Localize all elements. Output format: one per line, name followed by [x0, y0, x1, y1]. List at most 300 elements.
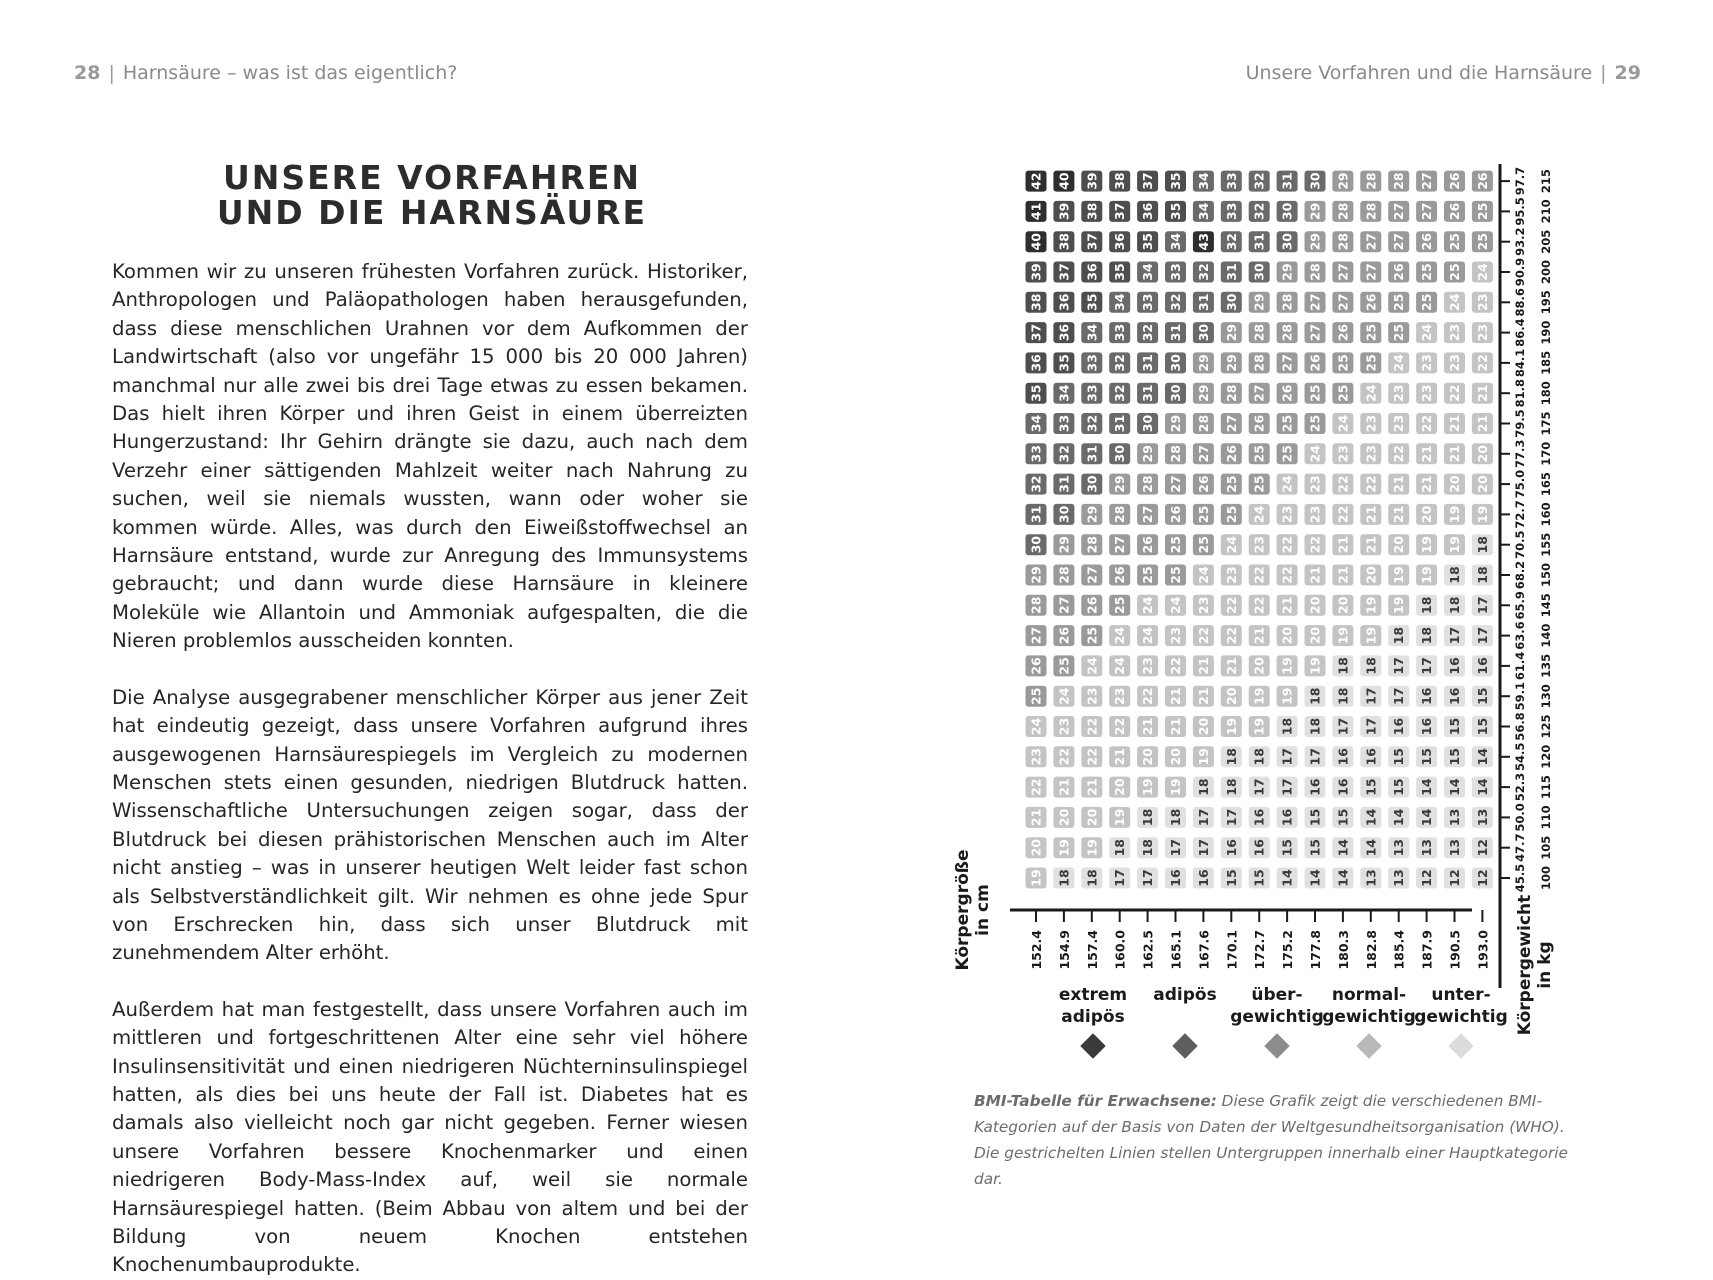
bmi-cell-value: 21 — [1056, 778, 1072, 796]
bmi-cell-value: 39 — [1028, 263, 1044, 281]
bmi-cell-value: 32 — [1140, 323, 1156, 342]
bmi-cell-value: 22 — [1251, 596, 1267, 615]
bmi-cell-value: 15 — [1363, 778, 1379, 796]
bmi-cell-value: 20 — [1056, 808, 1072, 827]
bmi-cell-value: 28 — [1279, 293, 1295, 312]
bmi-cell-value: 21 — [1028, 808, 1044, 827]
weight-lb-label: 160 — [1539, 502, 1553, 527]
bmi-cell-value: 25 — [1419, 263, 1435, 281]
weight-kg-label: 65.9 — [1513, 591, 1527, 620]
height-tick-label: 185.4 — [1391, 930, 1407, 970]
weight-lb-label: 145 — [1539, 593, 1553, 618]
bmi-cell-value: 23 — [1391, 414, 1407, 433]
legend-diamond — [1172, 1033, 1197, 1058]
weight-kg-label: 59.1 — [1513, 682, 1527, 711]
bmi-cell-value: 17 — [1168, 838, 1183, 857]
bmi-cell-value: 19 — [1084, 838, 1100, 857]
bmi-cell-value: 26 — [1140, 535, 1156, 554]
bmi-cell-value: 29 — [1028, 566, 1044, 584]
bmi-cell-value: 37 — [1056, 263, 1072, 281]
page-number-right: 29 — [1614, 62, 1641, 84]
bmi-cell-value: 14 — [1363, 838, 1379, 857]
bmi-cell-value: 17 — [1140, 869, 1156, 887]
bmi-cell-value: 18 — [1335, 657, 1351, 675]
bmi-cell-value: 24 — [1251, 505, 1267, 524]
bmi-cell-value: 18 — [1447, 566, 1462, 584]
bmi-cell-value: 22 — [1195, 626, 1211, 645]
bmi-cell-value: 29 — [1307, 232, 1323, 251]
bmi-cell-value: 22 — [1223, 596, 1239, 615]
bmi-cell-value: 19 — [1419, 535, 1435, 554]
bmi-cell-value: 28 — [1140, 475, 1156, 493]
bmi-cell-value: 21 — [1112, 748, 1128, 766]
height-tick-label: 182.8 — [1363, 930, 1379, 970]
bmi-cell-value: 23 — [1307, 475, 1323, 493]
bmi-cell-value: 25 — [1140, 566, 1156, 584]
bmi-cell-value: 24 — [1140, 596, 1156, 615]
bmi-cell-value: 16 — [1363, 748, 1379, 766]
bmi-cell-value: 30 — [1056, 505, 1072, 524]
bmi-cell-value: 16 — [1419, 687, 1435, 705]
bmi-cell-value: 16 — [1223, 838, 1239, 857]
bmi-cell-value: 14 — [1391, 808, 1407, 827]
bmi-cell-value: 22 — [1056, 748, 1072, 766]
bmi-cell-value: 14 — [1474, 748, 1490, 766]
bmi-cell-value: 24 — [1028, 717, 1044, 736]
bmi-cell-value: 16 — [1168, 869, 1183, 887]
running-head-title-right: Unsere Vorfahren und die Harnsäure — [1245, 62, 1593, 84]
height-tick-label: 175.2 — [1280, 930, 1296, 970]
bmi-cell-value: 17 — [1391, 687, 1407, 705]
weight-lb-label: 200 — [1539, 259, 1553, 285]
weight-kg-label: 93.2 — [1513, 227, 1527, 256]
bmi-cell-value: 18 — [1419, 626, 1435, 645]
bmi-cell-value: 17 — [1251, 778, 1267, 796]
bmi-cell-value: 15 — [1307, 838, 1323, 857]
bmi-cell-value: 27 — [1028, 626, 1044, 645]
bmi-cell-value: 21 — [1168, 687, 1183, 705]
bmi-cell-value: 29 — [1056, 535, 1072, 554]
bmi-cell-value: 19 — [1056, 838, 1072, 857]
bmi-cell-value: 24 — [1335, 414, 1351, 433]
bmi-cell-value: 20 — [1195, 717, 1211, 736]
bmi-cell-value: 42 — [1028, 172, 1044, 190]
caption-text: Diese Grafik zeigt die verschiedenen BMI-Kategorien auf der Basis von Daten der Weltgesundheitsorganisation (WHO). Die gestrichelten Linien stellen Untergruppen innerhalb einer Hauptkategorie dar. — [974, 1092, 1568, 1188]
bmi-cell-value: 26 — [1307, 354, 1323, 372]
bmi-cell-value: 38 — [1084, 202, 1100, 221]
bmi-cell-value: 37 — [1112, 202, 1128, 221]
bmi-cell-value: 16 — [1251, 808, 1267, 827]
bmi-cell-value: 35 — [1168, 202, 1183, 221]
bmi-cell-value: 28 — [1279, 323, 1295, 342]
bmi-cell-value: 19 — [1028, 869, 1044, 887]
bmi-cell-value: 24 — [1112, 626, 1128, 645]
bmi-cell-value: 21 — [1391, 475, 1407, 493]
bmi-cell-value: 25 — [1112, 596, 1128, 615]
bmi-cell-value: 22 — [1447, 384, 1462, 402]
bmi-cell-value: 39 — [1056, 202, 1072, 221]
bmi-cell-value: 24 — [1474, 263, 1490, 281]
bmi-cell-value: 25 — [1335, 354, 1351, 372]
bmi-cell-value: 14 — [1419, 808, 1435, 827]
height-tick-label: 177.8 — [1308, 930, 1323, 970]
weight-kg-label: 68.2 — [1513, 560, 1527, 590]
weight-kg-label: 50.0 — [1513, 803, 1527, 832]
weight-lb-label: 210 — [1539, 199, 1553, 224]
bmi-cell-value: 18 — [1223, 778, 1239, 796]
bmi-cell-value: 37 — [1140, 172, 1156, 190]
weight-lb-label: 175 — [1539, 411, 1553, 436]
bmi-cell-value: 21 — [1474, 384, 1490, 402]
bmi-cell-value: 32 — [1112, 384, 1128, 402]
bmi-cell-value: 12 — [1447, 869, 1462, 887]
bmi-cell-value: 22 — [1112, 717, 1128, 736]
bmi-cell-value: 25 — [1391, 323, 1407, 342]
bmi-cell-value: 20 — [1279, 626, 1295, 645]
bmi-cell-value: 28 — [1168, 445, 1183, 463]
bmi-chart — [940, 150, 1580, 1070]
bmi-cell-value: 12 — [1419, 869, 1435, 887]
bmi-cell-value: 30 — [1251, 263, 1267, 281]
bmi-cell-value: 17 — [1474, 626, 1490, 645]
bmi-cell-value: 16 — [1335, 748, 1351, 766]
bmi-cell-value: 24 — [1363, 384, 1379, 402]
bmi-cell-value: 17 — [1112, 869, 1128, 887]
bmi-cell-value: 27 — [1140, 505, 1156, 524]
height-tick-label: 193.0 — [1475, 930, 1491, 970]
weight-lb-label: 185 — [1539, 350, 1553, 375]
bmi-cell-value: 19 — [1419, 566, 1435, 584]
bmi-cell-value: 15 — [1307, 808, 1323, 827]
bmi-cell-value: 36 — [1056, 323, 1072, 342]
weight-lb-label: 115 — [1539, 775, 1553, 800]
bmi-cell-value: 26 — [1335, 323, 1351, 342]
bmi-cell-value: 24 — [1419, 323, 1435, 342]
bmi-cell-value: 24 — [1447, 293, 1462, 312]
weight-kg-label: 79.5 — [1513, 409, 1527, 438]
bmi-cell-value: 29 — [1251, 293, 1267, 312]
bmi-cell-value: 14 — [1307, 869, 1323, 887]
legend-label-line1: über- — [1251, 985, 1303, 1005]
bmi-cell-value: 18 — [1168, 808, 1183, 827]
caption-label: BMI-Tabelle für Erwachsene: — [974, 1092, 1217, 1110]
height-tick-label: 157.4 — [1084, 930, 1100, 970]
bmi-cell-value: 19 — [1363, 596, 1379, 615]
bmi-cell-value: 31 — [1112, 414, 1128, 433]
bmi-cell-value: 16 — [1279, 808, 1295, 827]
bmi-cell-value: 23 — [1363, 414, 1379, 433]
bmi-cell-value: 20 — [1084, 808, 1100, 827]
bmi-cell-value: 27 — [1419, 172, 1435, 190]
bmi-cell-value: 18 — [1084, 869, 1100, 887]
bmi-cell-value: 27 — [1223, 414, 1239, 433]
weight-kg-label: 47.7 — [1513, 833, 1527, 862]
bmi-cell-value: 19 — [1447, 505, 1462, 524]
bmi-cell-value: 30 — [1168, 354, 1183, 372]
bmi-cell-value: 20 — [1112, 778, 1128, 796]
bmi-cell-value: 23 — [1447, 323, 1462, 342]
bmi-cell-value: 31 — [1140, 354, 1156, 372]
bmi-cell-value: 33 — [1140, 293, 1156, 312]
bmi-cell-value: 32 — [1251, 172, 1267, 190]
bmi-cell-value: 29 — [1195, 354, 1211, 372]
weight-lb-label: 165 — [1539, 472, 1553, 497]
bmi-cell-value: 18 — [1419, 596, 1435, 615]
bmi-cell-value: 15 — [1419, 748, 1435, 766]
bmi-cell-value: 27 — [1391, 202, 1407, 221]
bmi-cell-value: 37 — [1084, 232, 1100, 251]
bmi-cell-value: 27 — [1251, 384, 1267, 402]
bmi-cell-value: 15 — [1474, 687, 1490, 705]
bmi-cell-value: 20 — [1307, 596, 1323, 615]
bmi-cell-value: 27 — [1391, 232, 1407, 251]
weight-lb-label: 125 — [1539, 714, 1553, 739]
weight-kg-label: 52.3 — [1513, 772, 1527, 802]
chapter-heading-line-1: UNSERE VORFAHREN — [222, 158, 642, 197]
bmi-cell-value: 31 — [1084, 445, 1100, 463]
bmi-cell-value: 27 — [1056, 596, 1072, 615]
bmi-cell-value: 25 — [1307, 414, 1323, 433]
bmi-cell-value: 22 — [1251, 566, 1267, 584]
bmi-cell-value: 35 — [1112, 263, 1128, 281]
bmi-cell-value: 24 — [1391, 354, 1407, 372]
bmi-cell-value: 23 — [1251, 535, 1267, 554]
bmi-cell-value: 19 — [1279, 687, 1295, 705]
bmi-cell-value: 19 — [1195, 748, 1211, 766]
weight-kg-label: 45.5 — [1513, 863, 1527, 893]
weight-lb-label: 215 — [1539, 169, 1553, 194]
bmi-cell-value: 27 — [1363, 232, 1379, 251]
bmi-cell-value: 35 — [1056, 354, 1072, 372]
bmi-cell-value: 16 — [1307, 778, 1323, 796]
weight-lb-label: 140 — [1539, 623, 1553, 648]
bmi-cell-value: 23 — [1447, 354, 1462, 372]
page-number-left: 28 — [74, 62, 101, 84]
height-tick-label: 190.5 — [1447, 930, 1463, 970]
bmi-cell-value: 18 — [1307, 717, 1323, 736]
weight-lb-label: 110 — [1539, 805, 1553, 830]
bmi-cell-value: 25 — [1363, 354, 1379, 372]
bmi-cell-value: 21 — [1251, 626, 1267, 645]
bmi-cell-value: 40 — [1056, 172, 1072, 190]
bmi-cell-value: 15 — [1279, 838, 1295, 857]
bmi-cell-value: 16 — [1391, 717, 1407, 736]
bmi-cell-value: 26 — [1447, 172, 1462, 190]
bmi-cell-value: 24 — [1195, 566, 1211, 584]
bmi-cell-value: 28 — [1363, 172, 1379, 190]
bmi-cell-value: 25 — [1195, 505, 1211, 524]
bmi-cell-value: 12 — [1474, 869, 1490, 887]
bmi-cell-value: 32 — [1028, 475, 1044, 493]
bmi-cell-value: 22 — [1391, 445, 1407, 463]
bmi-cell-value: 34 — [1195, 172, 1211, 190]
bmi-cell-value: 29 — [1140, 445, 1156, 463]
bmi-cell-value: 19 — [1447, 535, 1462, 554]
legend-label-line2: gewichtig — [1230, 1007, 1324, 1027]
bmi-cell-value: 13 — [1447, 808, 1462, 827]
bmi-cell-value: 29 — [1112, 475, 1128, 493]
bmi-cell-value: 19 — [1251, 687, 1267, 705]
bmi-cell-value: 17 — [1223, 808, 1239, 827]
bmi-cell-value: 22 — [1084, 717, 1100, 736]
bmi-cell-value: 18 — [1474, 566, 1490, 584]
bmi-cell-value: 30 — [1140, 414, 1156, 433]
bmi-cell-value: 30 — [1195, 323, 1211, 342]
bmi-cell-value: 15 — [1474, 717, 1490, 736]
bmi-cell-value: 17 — [1279, 748, 1295, 766]
bmi-cell-value: 28 — [1084, 535, 1100, 554]
bmi-cell-value: 26 — [1056, 626, 1072, 645]
bmi-cell-value: 27 — [1419, 202, 1435, 221]
bmi-cell-value: 23 — [1391, 384, 1407, 402]
bmi-cell-value: 13 — [1391, 869, 1407, 887]
bmi-cell-value: 18 — [1335, 687, 1351, 705]
legend-label-line2: adipös — [1153, 985, 1217, 1005]
bmi-cell-value: 28 — [1335, 232, 1351, 251]
bmi-cell-value: 17 — [1195, 838, 1211, 857]
bmi-cell-value: 26 — [1112, 566, 1128, 584]
bmi-cell-value: 27 — [1307, 293, 1323, 312]
bmi-cell-value: 27 — [1335, 293, 1351, 312]
weight-kg-label: 97.7 — [1513, 166, 1527, 196]
bmi-cell-value: 22 — [1335, 505, 1351, 524]
bmi-cell-value: 16 — [1335, 778, 1351, 796]
bmi-cell-value: 27 — [1335, 263, 1351, 281]
weight-lb-label: 100 — [1539, 865, 1553, 891]
bmi-cell-value: 36 — [1112, 232, 1128, 251]
bmi-cell-value: 20 — [1363, 566, 1379, 584]
bmi-cell-value: 30 — [1112, 445, 1128, 463]
bmi-cell-value: 21 — [1084, 778, 1100, 796]
bmi-cell-value: 28 — [1391, 172, 1407, 190]
bmi-cell-value: 25 — [1195, 535, 1211, 554]
weight-kg-label: 95.5 — [1513, 197, 1527, 226]
bmi-cell-value: 21 — [1363, 505, 1379, 524]
weight-kg-label: 72.7 — [1513, 500, 1527, 529]
running-head-separator-right: | — [1600, 62, 1607, 84]
bmi-cell-value: 35 — [1168, 172, 1183, 190]
height-tick-label: 180.3 — [1335, 930, 1351, 970]
bmi-cell-value: 24 — [1056, 687, 1072, 705]
bmi-cell-value: 35 — [1140, 232, 1156, 251]
bmi-cell-value: 22 — [1223, 626, 1239, 645]
bmi-cell-value: 24 — [1279, 475, 1295, 493]
bmi-cell-value: 34 — [1028, 414, 1044, 433]
bmi-cell-value: 18 — [1307, 687, 1323, 705]
weight-kg-label: 90.9 — [1513, 257, 1527, 287]
bmi-cell-value: 38 — [1056, 232, 1072, 251]
bmi-cell-value: 31 — [1140, 384, 1156, 402]
bmi-cell-value: 34 — [1056, 384, 1072, 402]
weight-kg-label: 86.4 — [1513, 318, 1527, 347]
bmi-cell-value: 34 — [1084, 323, 1100, 342]
bmi-cell-value: 27 — [1307, 323, 1323, 342]
bmi-cell-value: 20 — [1391, 535, 1407, 554]
bmi-cell-value: 32 — [1056, 445, 1072, 463]
bmi-cell-value: 30 — [1279, 232, 1295, 251]
bmi-cell-value: 18 — [1474, 535, 1490, 554]
bmi-cell-value: 25 — [1391, 293, 1407, 312]
weight-axis-title-line: Körpergewicht — [1515, 894, 1535, 1036]
bmi-cell-value: 39 — [1084, 172, 1100, 190]
bmi-cell-value: 36 — [1056, 293, 1072, 312]
bmi-cell-value: 34 — [1140, 263, 1156, 281]
bmi-cell-value: 26 — [1279, 384, 1295, 402]
bmi-cell-value: 19 — [1363, 626, 1379, 645]
figure-caption — [974, 1088, 1594, 1192]
bmi-cell-value: 12 — [1474, 838, 1490, 857]
height-tick-label: 170.1 — [1224, 930, 1240, 970]
legend-diamond — [1356, 1033, 1381, 1058]
bmi-cell-value: 25 — [1279, 445, 1295, 463]
bmi-cell-value: 23 — [1028, 748, 1044, 766]
bmi-cell-value: 25 — [1223, 475, 1239, 493]
bmi-cell-value: 16 — [1251, 838, 1267, 857]
bmi-cell-value: 26 — [1251, 414, 1267, 433]
bmi-cell-value: 27 — [1168, 475, 1183, 493]
bmi-cell-value: 23 — [1084, 687, 1100, 705]
bmi-cell-value: 30 — [1084, 475, 1100, 493]
weight-lb-label: 195 — [1539, 290, 1553, 315]
bmi-cell-value: 16 — [1447, 657, 1462, 675]
bmi-cell-value: 34 — [1168, 232, 1183, 251]
bmi-cell-value: 31 — [1279, 172, 1295, 190]
article-body — [112, 258, 748, 1280]
bmi-cell-value: 33 — [1168, 263, 1183, 281]
bmi-cell-value: 25 — [1474, 202, 1490, 221]
bmi-cell-value: 26 — [1447, 202, 1462, 221]
legend-label-line2: adipös — [1061, 1007, 1125, 1027]
bmi-cell-value: 15 — [1447, 717, 1462, 736]
bmi-cell-value: 28 — [1195, 414, 1211, 433]
bmi-cell-value: 13 — [1363, 869, 1379, 887]
bmi-cell-value: 25 — [1084, 626, 1100, 645]
running-head-left — [74, 62, 457, 84]
bmi-cell-value: 21 — [1419, 445, 1435, 463]
bmi-cell-value: 13 — [1474, 808, 1490, 827]
height-axis-title-line: in cm — [973, 884, 993, 936]
bmi-cell-value: 17 — [1195, 808, 1211, 827]
bmi-cell-value: 22 — [1474, 354, 1490, 372]
bmi-cell-value: 38 — [1028, 293, 1044, 312]
bmi-cell-value: 26 — [1363, 293, 1379, 312]
bmi-cell-value: 19 — [1335, 626, 1351, 645]
bmi-cell-value: 37 — [1028, 323, 1044, 342]
bmi-cell-value: 27 — [1363, 263, 1379, 281]
bmi-cell-value: 25 — [1363, 323, 1379, 342]
bmi-cell-value: 33 — [1056, 414, 1072, 433]
bmi-cell-value: 30 — [1168, 384, 1183, 402]
legend-diamond — [1264, 1033, 1289, 1058]
bmi-cell-value: 26 — [1474, 172, 1490, 190]
bmi-cell-value: 17 — [1419, 657, 1435, 675]
bmi-cell-value: 20 — [1447, 475, 1462, 493]
bmi-cell-value: 33 — [1223, 172, 1239, 190]
bmi-cell-value: 23 — [1140, 657, 1156, 675]
bmi-cell-value: 31 — [1056, 475, 1072, 493]
bmi-cell-value: 26 — [1028, 657, 1044, 675]
bmi-cell-value: 15 — [1335, 808, 1351, 827]
legend-label-line1: unter- — [1431, 985, 1491, 1005]
bmi-cell-value: 14 — [1335, 838, 1351, 857]
bmi-cell-value: 23 — [1474, 293, 1490, 312]
weight-lb-label: 135 — [1539, 653, 1553, 678]
bmi-cell-value: 25 — [1419, 293, 1435, 312]
bmi-cell-value: 33 — [1223, 202, 1239, 221]
bmi-cell-value: 33 — [1084, 354, 1100, 372]
bmi-cell-value: 30 — [1279, 202, 1295, 221]
weight-axis-title-line: in kg — [1535, 941, 1555, 989]
